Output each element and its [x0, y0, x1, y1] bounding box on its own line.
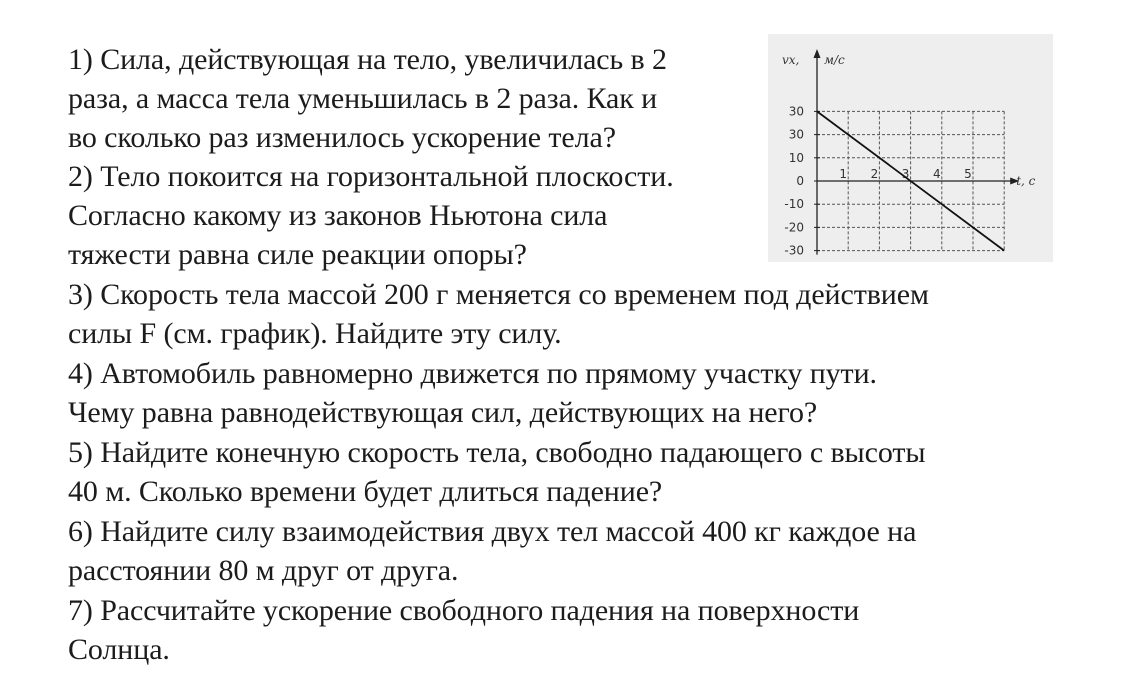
- problem-2-line-1: 2) Тело покоится на горизонтальной плоскости.: [68, 160, 674, 193]
- problem-2-line-2: Согласно какому из законов Ньютона сила: [68, 199, 608, 232]
- y-tick-label: 30: [788, 104, 804, 119]
- problem-6-line-2: расстоянии 80 м друг от друга.: [68, 554, 459, 587]
- y-axis-label: vx,: [782, 53, 800, 67]
- problem-4-line-2: Чему равна равнодействующая сил, действующих на него?: [68, 396, 818, 429]
- y-axis-unit: м/с: [824, 53, 845, 67]
- x-tick-label: 5: [964, 167, 972, 181]
- x-axis-label: t, c: [1016, 174, 1036, 188]
- problem-1-line-3: во сколько раз изменилось ускорение тела?: [68, 121, 616, 154]
- problem-2-line-3: тяжести равна силе реакции опоры?: [68, 238, 527, 271]
- y-axis-arrow: [814, 49, 821, 58]
- problem-7-line-2: Солнца.: [68, 633, 170, 666]
- problem-1-line-2: раза, а масса тела уменьшилась в 2 раза. Как и: [68, 82, 658, 115]
- problem-7-line-1: 7) Рассчитайте ускорение свободного падения на поверхности: [68, 594, 860, 627]
- x-tick-label: 2: [870, 167, 879, 181]
- y-tick-label: 30: [788, 127, 804, 142]
- y-tick-label: -30: [784, 243, 804, 258]
- problem-1-line-1: 1) Сила, действующая на тело, увеличилась в 2: [68, 43, 667, 76]
- y-tick-label: 0: [796, 174, 804, 188]
- y-tick-label: -10: [784, 197, 804, 212]
- velocity-time-graph: [768, 34, 1053, 262]
- problem-6-line-1: 6) Найдите силу взаимодействия двух тел массой 400 кг каждое на: [68, 515, 917, 548]
- x-tick-label: 4: [932, 167, 941, 181]
- problem-3-line-2: силы F (см. график). Найдите эту силу.: [68, 317, 562, 350]
- problem-5-line-1: 5) Найдите конечную скорость тела, свободно падающего с высоты: [68, 436, 926, 469]
- velocity-time-chart-svg: [768, 34, 1053, 262]
- y-tick-label: 10: [788, 150, 804, 165]
- x-tick-label: 1: [839, 167, 848, 181]
- problem-4-line-1: 4) Автомобиль равномерно движется по прямому участку пути.: [68, 357, 877, 390]
- problem-5-line-2: 40 м. Сколько времени будет длиться падение?: [68, 475, 663, 508]
- x-tick-label: 3: [901, 167, 910, 181]
- problem-3-line-1: 3) Скорость тела массой 200 г меняется со временем под действием: [68, 278, 929, 311]
- y-tick-label: -20: [784, 220, 804, 235]
